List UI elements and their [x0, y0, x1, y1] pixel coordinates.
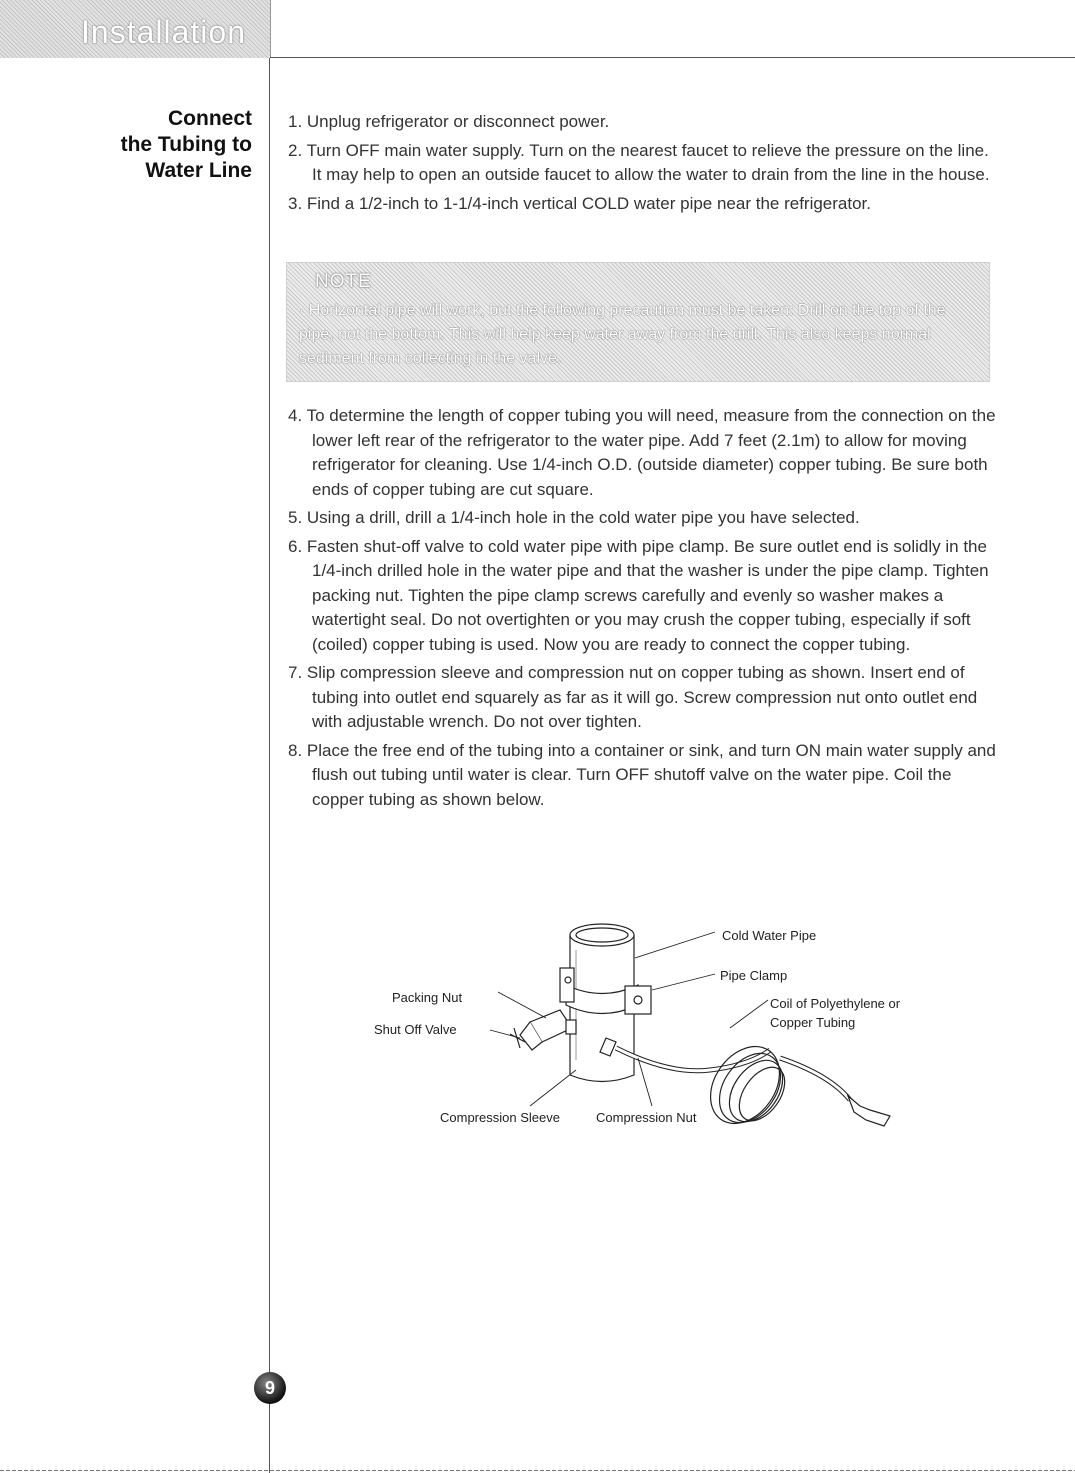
- note-title: NOTE: [315, 271, 372, 292]
- section-title-line: Connect: [168, 107, 252, 130]
- note-box: [286, 262, 990, 382]
- step-item: 7. Slip compression sleeve and compression nut on copper tubing as shown. Insert end of tubing into outlet end squarely as far as it will go. Screw compression nut onto outlet end with adjustable wrench. Do not over tighten.: [288, 663, 978, 731]
- section-title: [90, 106, 252, 184]
- label-cold-water-pipe: Cold Water Pipe: [722, 928, 817, 943]
- section-title-line: Water Line: [145, 159, 252, 182]
- note-text: · Horizontal pipe will work, but the following precaution must be taken: Drill on the top of the pipe, not the bottom. This will help keep water away from the drill. This also keeps normal sediment from collecting in the valve.: [299, 302, 946, 367]
- label-pipe-clamp: Pipe Clamp: [720, 968, 788, 983]
- header-tab-label: Installation: [81, 14, 246, 50]
- bottom-rule: [0, 1470, 1075, 1471]
- page-number-badge: 9: [254, 1372, 286, 1404]
- step-item: 1. Unplug refrigerator or disconnect power.: [288, 112, 610, 131]
- step-item: 3. Find a 1/2-inch to 1-1/4-inch vertical COLD water pipe near the refrigerator.: [288, 193, 872, 213]
- section-header-tab: [0, 0, 271, 58]
- label-coil-line2: Copper Tubing: [770, 1015, 856, 1030]
- step-item: 8. Place the free end of the tubing into a container or sink, and turn ON main water supply and flush out tubing until water is clear. Turn OFF shutoff valve on the water pipe. Coil the copper tubing as shown below.: [288, 740, 996, 809]
- steps-list-part2: [288, 404, 998, 816]
- label-packing-nut: Packing Nut: [392, 990, 463, 1005]
- header-rule: [270, 57, 1075, 58]
- steps-list-part1: [288, 110, 998, 220]
- label-compression-sleeve: Compression Sleeve: [440, 1110, 560, 1125]
- label-compression-nut: Compression Nut: [596, 1110, 697, 1125]
- step-item: 5. Using a drill, drill a 1/4-inch hole in the cold water pipe you have selected.: [288, 508, 860, 527]
- section-title-line: the Tubing to: [120, 133, 252, 156]
- column-divider: [269, 58, 270, 1473]
- step-item: 2. Turn OFF main water supply. Turn on the nearest faucet to relieve the pressure on the line. It may help to open an outside faucet to allow the water to drain from the line in the house.: [288, 140, 990, 184]
- step-item: 6. Fasten shut-off valve to cold water pipe with pipe clamp. Be sure outlet end is solidly in the 1/4-inch drilled hole in the water pipe and that the washer is under the pipe clamp. Tighten packing nut. Tighten the pipe clamp screws carefully and evenly so washer makes a watertight seal. Do not overtighten or you may crush the copper tubing, especially if soft (coiled) copper tubing is used. Now you are ready to connect the copper tubing.: [288, 536, 989, 654]
- label-shut-off-valve: Shut Off Valve: [374, 1022, 457, 1037]
- step-item: 4. To determine the length of copper tubing you will need, measure from the connection on the lower left rear of the refrigerator to the water pipe. Add 7 feet (2.1m) to allow for moving refrigerator for cleaning. Use 1/4-inch O.D. (outside diameter) copper tubing. Be sure both ends of copper tubing are cut square.: [288, 406, 996, 499]
- label-coil-line1: Coil of Polyethylene or: [770, 996, 901, 1011]
- water-line-diagram: [370, 910, 930, 1140]
